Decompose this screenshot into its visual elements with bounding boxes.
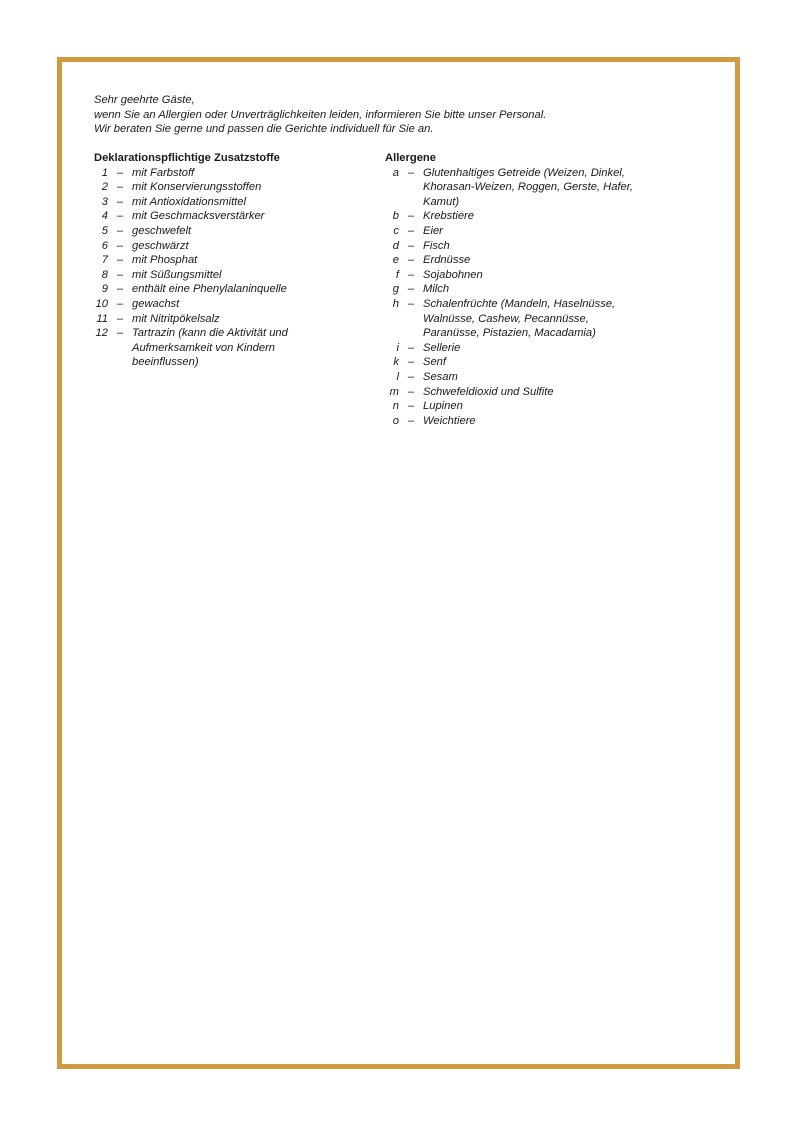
list-item <box>94 166 364 181</box>
item-dash: – <box>116 327 124 340</box>
list-item <box>94 268 364 283</box>
list-item <box>385 253 645 268</box>
item-text: Weichtiere <box>423 414 476 427</box>
item-dash: – <box>407 414 415 427</box>
item-text: Krebstiere <box>423 210 474 223</box>
list-item <box>385 370 645 385</box>
item-text: geschwärzt <box>132 239 189 252</box>
list-item <box>94 326 364 370</box>
item-text: Milch <box>423 283 450 296</box>
item-text: Tartrazin (kann die Aktivität und Aufmerksamkeit von Kindern beeinflussen) <box>132 327 288 369</box>
additives-section <box>94 151 364 370</box>
item-text: mit Phosphat <box>132 254 198 267</box>
allergens-heading: Allergene <box>385 152 436 164</box>
list-item <box>94 282 364 297</box>
item-text: Glutenhaltiges Getreide (Weizen, Dinkel, Khorasan-Weizen, Roggen, Gerste, Hafer, Kamut) <box>423 166 633 208</box>
item-text: mit Geschmacksverstärker <box>132 210 265 223</box>
item-dash: – <box>116 254 124 267</box>
list-item <box>94 224 364 239</box>
item-text: mit Süßungsmittel <box>132 268 222 281</box>
list-item <box>385 385 645 400</box>
item-text: mit Konservierungsstoffen <box>132 181 262 194</box>
list-item <box>385 399 645 414</box>
list-item <box>94 209 364 224</box>
intro-greeting: Sehr geehrte Gäste, <box>94 94 195 106</box>
list-item <box>385 414 645 429</box>
item-dash: – <box>407 370 415 383</box>
allergens-list <box>385 166 645 429</box>
item-code: f <box>395 268 399 281</box>
item-dash: – <box>407 268 415 281</box>
list-item <box>94 195 364 210</box>
item-code: m <box>389 385 399 398</box>
list-item <box>385 341 645 356</box>
item-text: Sellerie <box>423 341 461 354</box>
item-dash: – <box>407 297 415 310</box>
item-text: enthält eine Phenylalaninquelle <box>132 283 287 296</box>
item-code: 6 <box>101 239 108 252</box>
intro-allergy-notice: wenn Sie an Allergien oder Unverträglichkeiten leiden, informieren Sie bitte unser Personal. <box>94 108 547 121</box>
item-dash: – <box>407 254 415 267</box>
list-item <box>385 209 645 224</box>
list-item <box>94 253 364 268</box>
item-dash: – <box>407 224 415 237</box>
item-text: mit Nitritpökelsalz <box>132 312 220 325</box>
item-code: b <box>392 210 399 223</box>
item-text: geschwefelt <box>132 224 192 237</box>
item-dash: – <box>407 400 415 413</box>
item-code: n <box>392 400 399 413</box>
item-dash: – <box>116 283 124 296</box>
item-dash: – <box>116 224 124 237</box>
list-item <box>94 312 364 327</box>
item-code: e <box>392 254 399 267</box>
item-code: 4 <box>101 210 108 223</box>
item-code: 9 <box>101 283 108 296</box>
item-dash: – <box>407 283 415 296</box>
item-code: 10 <box>95 297 108 310</box>
additives-heading: Deklarationspflichtige Zusatzstoffe <box>94 152 280 164</box>
allergens-section <box>385 151 645 428</box>
item-text: Senf <box>423 356 447 369</box>
list-item <box>385 224 645 239</box>
item-code: a <box>392 166 399 179</box>
item-dash: – <box>407 239 415 252</box>
item-code: 5 <box>101 224 108 237</box>
item-dash: – <box>116 297 124 310</box>
list-item <box>385 355 645 370</box>
item-dash: – <box>407 356 415 369</box>
list-item <box>385 166 645 210</box>
item-code: i <box>396 341 399 354</box>
item-dash: – <box>116 166 124 179</box>
item-dash: – <box>116 312 124 325</box>
item-dash: – <box>407 166 415 179</box>
item-code: 8 <box>101 268 108 281</box>
item-dash: – <box>116 239 124 252</box>
item-text: Sojabohnen <box>423 268 483 281</box>
item-code: 11 <box>96 312 108 325</box>
list-item <box>385 282 645 297</box>
intro-text <box>94 93 546 137</box>
item-text: Sesam <box>423 370 458 383</box>
intro-advice: Wir beraten Sie gerne und passen die Gerichte individuell für Sie an. <box>94 123 434 136</box>
item-text: mit Antioxidationsmittel <box>132 195 246 208</box>
list-item <box>385 297 645 341</box>
item-dash: – <box>407 385 415 398</box>
item-code: g <box>392 283 399 296</box>
item-code: k <box>393 356 399 369</box>
item-code: 3 <box>101 195 108 208</box>
item-dash: – <box>116 210 124 223</box>
item-code: h <box>392 297 399 310</box>
item-code: 2 <box>101 181 108 194</box>
item-text: gewachst <box>132 297 180 310</box>
item-text: mit Farbstoff <box>132 166 195 179</box>
item-code: 1 <box>101 166 108 179</box>
item-code: 12 <box>95 327 108 340</box>
list-item <box>385 239 645 254</box>
item-text: Eier <box>423 224 443 237</box>
list-item <box>94 297 364 312</box>
item-code: c <box>393 224 399 237</box>
item-code: d <box>392 239 399 252</box>
item-text: Lupinen <box>423 400 463 413</box>
item-text: Fisch <box>423 239 450 252</box>
item-code: 7 <box>101 254 108 267</box>
list-item <box>385 268 645 283</box>
item-dash: – <box>407 210 415 223</box>
item-text: Schalenfrüchte (Mandeln, Haselnüsse, Walnüsse, Cashew, Pecannüsse, Paranüsse, Pistazien, Macadamia) <box>423 297 616 340</box>
item-text: Schwefeldioxid und Sulfite <box>423 385 554 398</box>
item-dash: – <box>116 181 124 194</box>
item-dash: – <box>116 268 124 281</box>
list-item <box>94 180 364 195</box>
item-dash: – <box>407 341 415 354</box>
additives-list <box>94 166 364 370</box>
list-item <box>94 239 364 254</box>
item-code: l <box>396 370 399 383</box>
item-code: o <box>392 414 399 427</box>
item-text: Erdnüsse <box>423 254 471 267</box>
item-dash: – <box>116 195 124 208</box>
